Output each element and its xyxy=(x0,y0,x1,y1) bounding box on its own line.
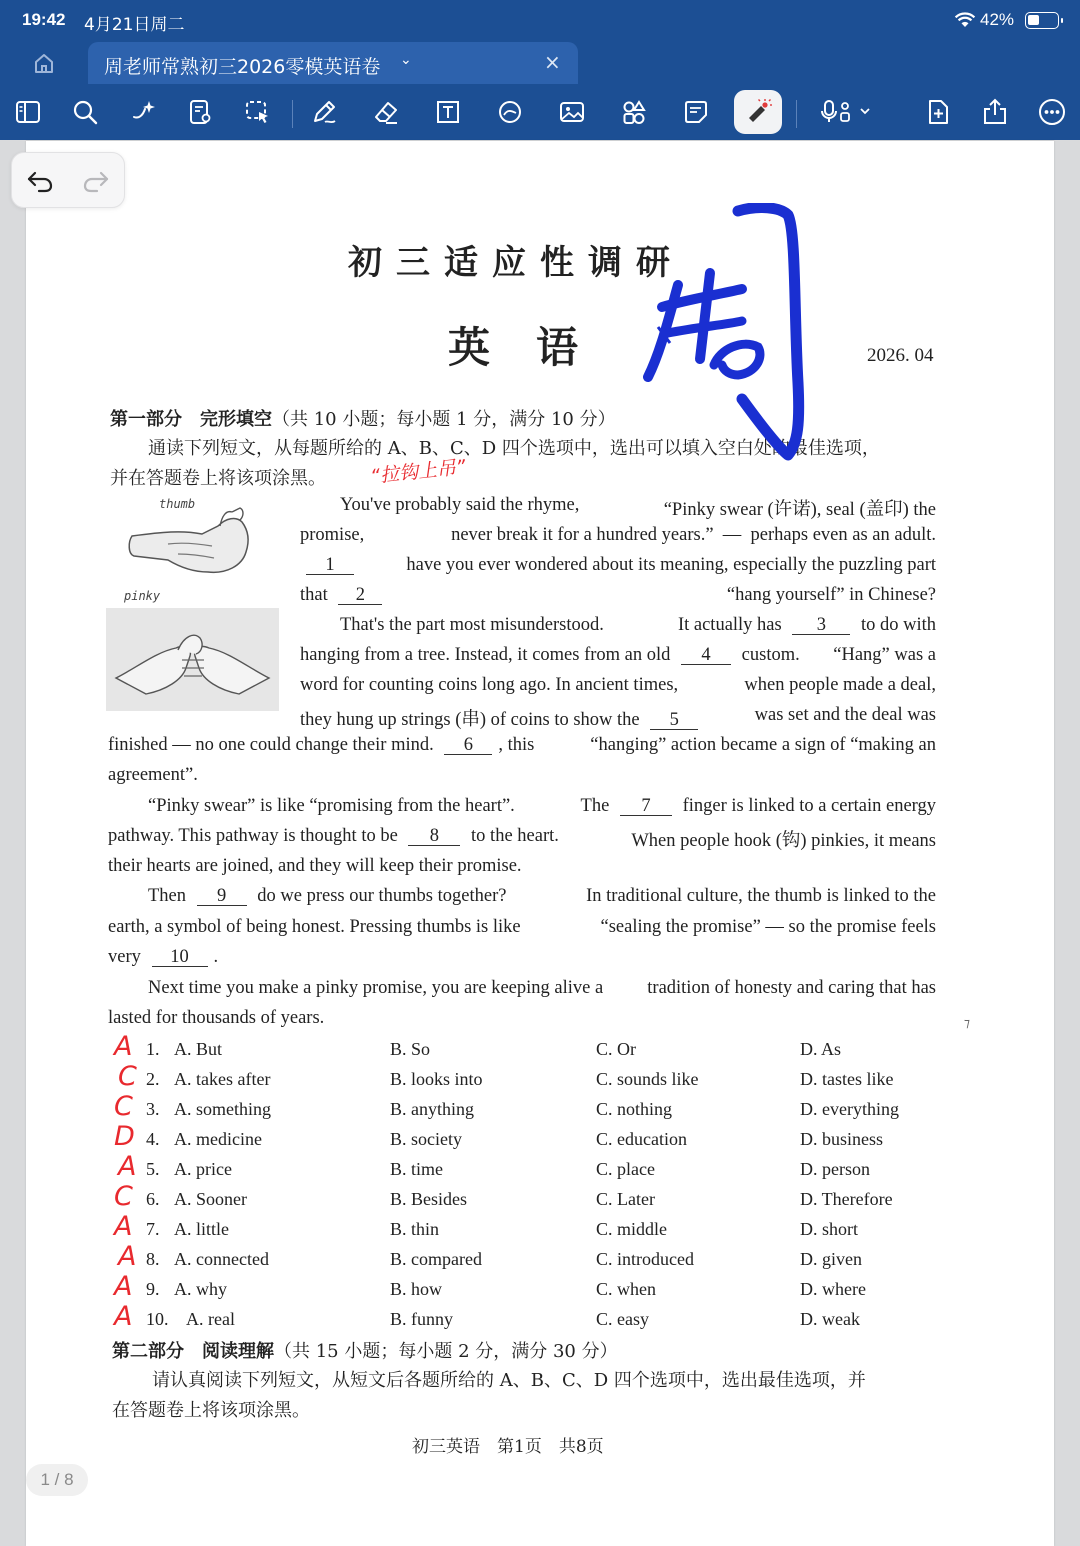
microphone-icon xyxy=(817,97,877,127)
option-a[interactable]: A. takes after xyxy=(174,1069,271,1089)
part1-heading xyxy=(110,405,616,431)
part1-heading-detail: （共 10 小题；每小题 1 分，满分 10 分） xyxy=(272,409,616,430)
text-box-tool[interactable] xyxy=(428,92,468,132)
text-box-icon xyxy=(433,97,463,127)
undo-redo-panel xyxy=(11,152,125,208)
question-number: 2. xyxy=(146,1069,160,1089)
option-c[interactable]: C. Later xyxy=(596,1189,655,1209)
passage-segment-right: was set and the deal was xyxy=(754,705,936,725)
passage-segment-left: word for counting coins long ago. In ancient times, xyxy=(300,675,679,695)
blank-5: 5 xyxy=(650,711,698,730)
part2-heading-title: 第二部分 阅读理解 xyxy=(112,1341,274,1362)
exam-date: 2026. 04 xyxy=(867,345,934,366)
passage-line xyxy=(148,978,936,999)
passage-line xyxy=(300,585,936,606)
option-d[interactable]: D. where xyxy=(800,1279,866,1299)
passage-line xyxy=(300,705,936,731)
question-number: 8. xyxy=(146,1249,160,1269)
wifi-icon xyxy=(954,11,976,33)
audio-recording-button[interactable] xyxy=(816,92,878,132)
sidebar-toggle-button[interactable] xyxy=(8,92,48,132)
shape-icon xyxy=(495,97,525,127)
question-number: 6. xyxy=(146,1189,160,1209)
passage-line xyxy=(300,525,936,546)
passage-line xyxy=(340,615,936,636)
option-c[interactable]: C. sounds like xyxy=(596,1069,699,1089)
blank-7: 7 xyxy=(620,797,672,816)
toolbar-divider xyxy=(292,100,293,128)
app-chrome xyxy=(0,0,1080,140)
passage-segment-right: never break it for a hundred years.” — perhaps even as an adult. xyxy=(451,525,936,545)
annotation-big-char: 周 xyxy=(638,203,639,204)
handwritten-answer: A xyxy=(118,1241,137,1272)
sidebar-icon xyxy=(13,97,43,127)
document-tab[interactable] xyxy=(88,42,578,84)
exam-title: 初三适应性调研 xyxy=(348,243,684,283)
laser-pointer-tool[interactable] xyxy=(734,90,782,134)
passage-segment-left: pathway. This pathway is thought to be 8 to the heart. xyxy=(108,826,559,846)
passage-line xyxy=(108,856,522,877)
passage-segment-left: hanging from a tree. Instead, it comes from an old 4 custom. xyxy=(300,645,800,665)
status-time: 19:42 xyxy=(22,10,66,29)
blank-6: 6 xyxy=(444,736,492,755)
handwritten-note: “拉钩上吊” xyxy=(369,456,467,488)
passage-segment-left: lasted for thousands of years. xyxy=(108,1008,325,1028)
document-search-icon xyxy=(185,97,215,127)
option-a[interactable]: A. Sooner xyxy=(174,1189,247,1209)
option-d[interactable]: D. business xyxy=(800,1129,884,1149)
option-d[interactable]: D. given xyxy=(800,1249,862,1269)
option-d[interactable]: D. short xyxy=(800,1219,858,1239)
option-b[interactable]: B. thin xyxy=(390,1219,440,1239)
option-c[interactable]: C. Or xyxy=(596,1039,636,1059)
option-d[interactable]: D. tastes like xyxy=(800,1069,894,1089)
option-b[interactable]: B. So xyxy=(390,1039,431,1059)
close-icon[interactable]: × xyxy=(544,50,561,74)
passage-segment-left: That's the part most misunderstood. xyxy=(340,615,604,635)
document-page[interactable] xyxy=(26,141,1054,1546)
passage-segment-left: they hung up strings (串) of coins to show the 5 xyxy=(300,705,704,731)
question-number: 5. xyxy=(146,1159,160,1179)
question-number: 7. xyxy=(146,1219,160,1239)
home-tab[interactable] xyxy=(28,50,60,76)
handwritten-zhou-annotation xyxy=(638,203,818,468)
option-c[interactable]: C. when xyxy=(596,1279,656,1299)
battery-icon xyxy=(1025,12,1059,29)
pen-icon xyxy=(309,97,339,127)
blank-8: 8 xyxy=(408,827,460,846)
passage-segment-left: that 2 xyxy=(300,585,388,606)
passage-segment-right: “hanging” action became a sign of “making an xyxy=(590,735,936,755)
undo-button[interactable] xyxy=(24,165,56,197)
passage-segment-right: It actually has 3 to do with xyxy=(677,615,936,635)
question-number: 1. xyxy=(146,1039,160,1059)
handwritten-answer: A xyxy=(114,1301,133,1332)
passage-segment-right: “hang yourself” in Chinese? xyxy=(726,585,936,605)
option-d[interactable]: D. weak xyxy=(800,1309,860,1329)
passage-line xyxy=(148,796,936,817)
laser-pointer-icon xyxy=(743,97,773,127)
add-page-button[interactable] xyxy=(918,92,958,132)
option-b[interactable]: B. society xyxy=(390,1129,462,1149)
handwritten-answer: D xyxy=(114,1121,135,1152)
option-b[interactable]: B. funny xyxy=(390,1309,453,1329)
passage-segment-right: tradition of honesty and caring that has xyxy=(647,978,936,998)
page-indicator: 1 / 8 xyxy=(26,1464,88,1496)
option-a[interactable]: A. connected xyxy=(174,1249,269,1269)
option-a[interactable]: A. real xyxy=(186,1309,235,1329)
blank-9: 9 xyxy=(197,887,247,906)
blank-2: 2 xyxy=(338,586,382,605)
part1-instruction-line2: 并在答题卷上将该项涂黑。 xyxy=(110,468,326,489)
option-c[interactable]: C. introduced xyxy=(596,1249,694,1269)
handwritten-answer: A xyxy=(118,1151,137,1182)
eraser-tool[interactable] xyxy=(366,92,406,132)
blank-1: 1 xyxy=(306,556,354,575)
tab-title: 周老师常熟初三2026零模英语卷 xyxy=(104,56,381,78)
question-number: 3. xyxy=(146,1099,160,1119)
eraser-icon xyxy=(371,97,401,127)
option-a[interactable]: A. why xyxy=(174,1279,227,1299)
tab-bar xyxy=(0,40,1080,84)
redo-button[interactable] xyxy=(80,165,112,197)
option-d[interactable]: D. person xyxy=(800,1159,870,1179)
option-a[interactable]: A. little xyxy=(174,1219,229,1239)
passage-line xyxy=(108,947,218,968)
passage-line xyxy=(300,645,936,666)
status-bar xyxy=(0,0,1080,40)
option-a[interactable]: A. medicine xyxy=(174,1129,262,1149)
page-footer: 初三英语 第1页 共8页 xyxy=(412,1437,604,1457)
option-d[interactable]: D. Therefore xyxy=(800,1189,893,1209)
part2-heading xyxy=(112,1337,618,1363)
search-button[interactable] xyxy=(65,92,105,132)
option-d[interactable]: D. As xyxy=(800,1039,842,1059)
pen-tool[interactable] xyxy=(304,92,344,132)
search-icon xyxy=(70,97,100,127)
option-b[interactable]: B. time xyxy=(390,1159,443,1179)
redo-icon xyxy=(80,165,112,197)
option-b[interactable]: B. how xyxy=(390,1279,443,1299)
more-button[interactable] xyxy=(1032,92,1072,132)
passage-segment-left: “Pinky swear” is like “promising from the heart”. xyxy=(148,796,515,816)
passage-line xyxy=(108,826,936,852)
handwritten-answer: A xyxy=(114,1271,133,1302)
share-button[interactable] xyxy=(975,92,1015,132)
option-c[interactable]: C. middle xyxy=(596,1219,667,1239)
passage-segment-right: “sealing the promise” — so the promise feels xyxy=(600,917,936,937)
undo-icon xyxy=(24,165,56,197)
passage-segment-right: “Hang” was a xyxy=(833,645,936,665)
part1-heading-title: 第一部分 完形填空 xyxy=(110,409,272,430)
option-b[interactable]: B. looks into xyxy=(390,1069,483,1089)
passage-segment-left: their hearts are joined, and they will keep their promise. xyxy=(108,856,522,876)
thumb-press-illustration xyxy=(106,608,279,711)
sticky-note-tool[interactable] xyxy=(676,92,716,132)
image-icon xyxy=(557,97,587,127)
option-b[interactable]: B. compared xyxy=(390,1249,482,1269)
option-c[interactable]: C. place xyxy=(596,1159,655,1179)
question-number: 4. xyxy=(146,1129,160,1149)
sticky-note-icon xyxy=(681,97,711,127)
passage-segment-left: You've probably said the rhyme, xyxy=(340,495,580,515)
more-icon xyxy=(1037,97,1067,127)
part2-instruction-line2: 在答题卷上将该项涂黑。 xyxy=(112,1400,310,1421)
passage-segment-right: have you ever wondered about its meaning, especially the puzzling part xyxy=(406,555,936,575)
passage-line xyxy=(340,495,936,521)
elements-tool[interactable] xyxy=(614,92,654,132)
ai-button[interactable] xyxy=(124,92,164,132)
passage-line xyxy=(108,735,936,756)
passage-segment-right: When people hook (钩) pinkies, it means xyxy=(631,831,936,851)
pinky-label: pinky xyxy=(124,589,161,603)
option-d[interactable]: D. everything xyxy=(800,1099,899,1119)
passage-segment-left: agreement”. xyxy=(108,765,198,785)
option-b[interactable]: B. Besides xyxy=(390,1189,468,1209)
question-number: 9. xyxy=(146,1279,160,1299)
passage-segment-left: Then 9 do we press our thumbs together? xyxy=(148,886,507,906)
shape-tool[interactable] xyxy=(490,92,530,132)
passage-segment-left: very 10 . xyxy=(108,947,219,967)
option-c[interactable]: C. education xyxy=(596,1129,687,1149)
passage-line xyxy=(108,765,198,786)
passage-segment-left: Next time you make a pinky promise, you are keeping alive a xyxy=(148,978,604,998)
blank-3: 3 xyxy=(792,616,850,635)
part2-instruction-line1: 请认真阅读下列短文，从短文后各题所给的 A、B、C、D 四个选项中，选出最佳选项，并 xyxy=(152,1370,866,1391)
thumb-label: thumb xyxy=(159,497,196,511)
blank-10: 10 xyxy=(152,948,208,967)
handwritten-answer: C xyxy=(114,1091,133,1122)
option-c[interactable]: C. easy xyxy=(596,1309,649,1329)
toolbar xyxy=(0,86,1080,140)
question-number: 10. xyxy=(146,1309,169,1329)
handwritten-answer: A xyxy=(114,1031,133,1062)
option-a[interactable]: A. price xyxy=(174,1159,232,1179)
passage-line xyxy=(108,917,936,938)
passage-segment-left: finished — no one could change their mind. 6 , this xyxy=(108,735,535,755)
chevron-down-icon[interactable]: ⌄ xyxy=(400,52,412,68)
sparkle-icon xyxy=(129,97,159,127)
part1-instruction-line1: 通读下列短文，从每题所给的 A、B、C、D 四个选项中，选出可以填入空白处的最佳选项， xyxy=(148,438,880,459)
handwritten-answer: C xyxy=(114,1181,133,1212)
passage-segment-right: when people made a deal, xyxy=(744,675,936,695)
option-a[interactable]: A. But xyxy=(174,1039,223,1059)
passage-line xyxy=(300,675,936,696)
handwritten-answer: A xyxy=(114,1211,133,1242)
handwritten-answer: C xyxy=(118,1061,137,1092)
option-c[interactable]: C. nothing xyxy=(596,1099,673,1119)
elements-icon xyxy=(619,97,649,127)
battery-percent: 42% xyxy=(980,10,1015,29)
part2-heading-detail: （共 15 小题；每小题 2 分，满分 30 分） xyxy=(274,1341,618,1362)
option-a[interactable]: A. something xyxy=(174,1099,271,1119)
passage-line xyxy=(148,886,936,907)
passage-segment-left: promise, xyxy=(300,525,365,545)
lasso-icon xyxy=(242,97,272,127)
share-icon xyxy=(980,97,1010,127)
document-search-button[interactable] xyxy=(180,92,220,132)
blank-4: 4 xyxy=(681,646,731,665)
home-icon xyxy=(28,50,60,76)
passage-segment-right: In traditional culture, the thumb is linked to the xyxy=(586,886,936,906)
passage-segment-left xyxy=(300,555,360,576)
passage-segment-right: “Pinky swear (许诺), seal (盖印) the xyxy=(663,500,936,520)
exam-subject: 英语 xyxy=(448,323,625,372)
image-tool[interactable] xyxy=(552,92,592,132)
passage-line xyxy=(300,555,936,576)
passage-segment-left: earth, a symbol of being honest. Pressing thumbs is like xyxy=(108,917,521,937)
lasso-button[interactable] xyxy=(237,92,277,132)
passage-line xyxy=(108,1008,324,1029)
status-date: 4月21日周二 xyxy=(84,15,185,35)
passage-segment-right: The 7 finger is linked to a certain energy xyxy=(580,796,936,816)
stray-mark: ⁊ xyxy=(964,1016,970,1030)
add-page-icon xyxy=(923,97,953,127)
option-b[interactable]: B. anything xyxy=(390,1099,474,1119)
toolbar-divider xyxy=(796,100,797,128)
